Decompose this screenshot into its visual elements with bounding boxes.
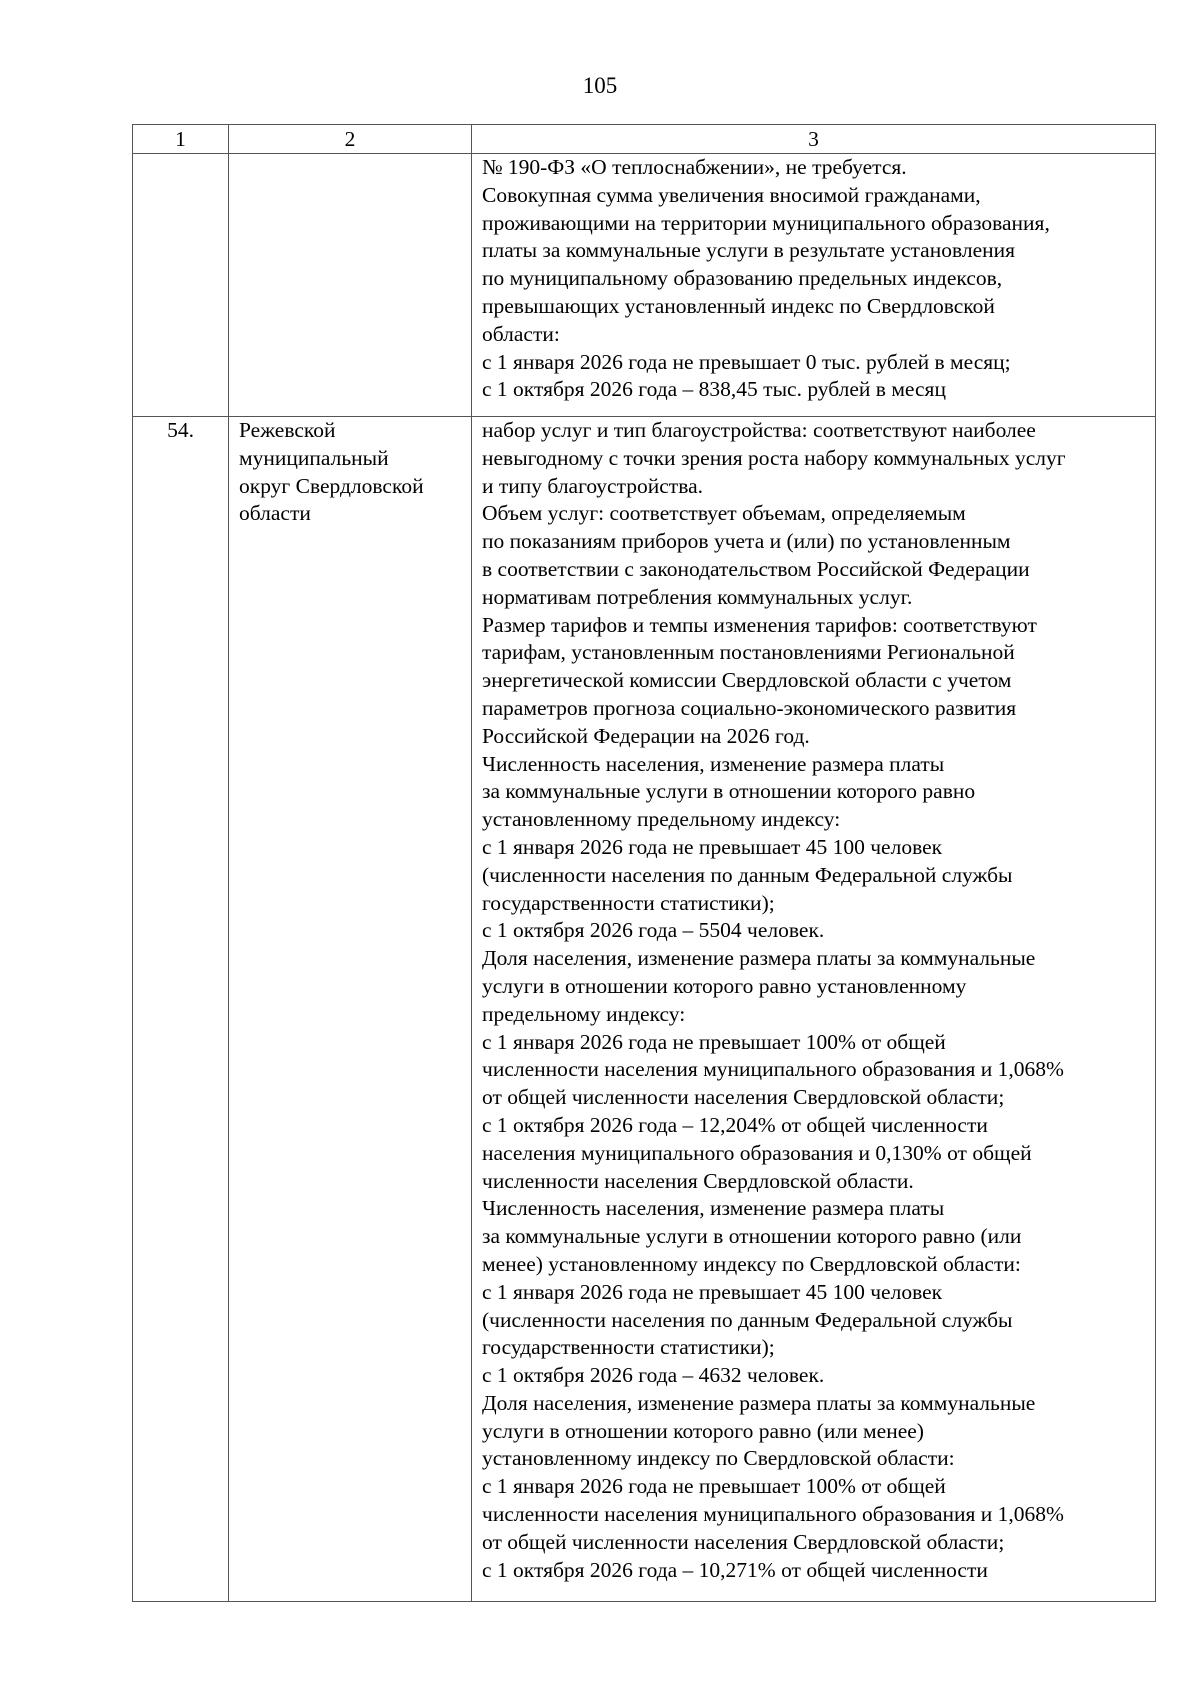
text-line: государственности статистики); xyxy=(482,1335,775,1360)
column-header-2: 2 xyxy=(229,125,472,154)
text-line: Размер тарифов и темпы изменения тарифов: соответствуют xyxy=(482,612,1037,637)
text-line: невыгодному с точки зрения роста набору коммунальных услуг xyxy=(482,445,1066,470)
text-line: государственности статистики); xyxy=(482,890,775,915)
text-line: от общей численности населения Свердловской области; xyxy=(482,1529,1005,1554)
text-line: Совокупная сумма увеличения вносимой гражданами, xyxy=(482,182,981,207)
text-line: с 1 октября 2026 года – 838,45 тыс. рублей в месяц xyxy=(482,377,946,402)
column-header-1: 1 xyxy=(133,125,229,154)
text-line: (численности населения по данным Федеральной службы xyxy=(482,1307,1013,1332)
document-table xyxy=(132,124,1156,1602)
table-row xyxy=(133,154,1156,417)
text-line: предельному индексу: xyxy=(482,1001,686,1026)
text-line: с 1 января 2026 года не превышает 0 тыс. рублей в месяц; xyxy=(482,349,1011,374)
text-line: платы за коммунальные услуги в результате установления xyxy=(482,238,1016,263)
text-line: по показаниям приборов учета и (или) по установленным xyxy=(482,529,1011,554)
text-line: численности населения муниципального образования и 1,068% xyxy=(482,1057,1064,1082)
text-line: нормативам потребления коммунальных услуг. xyxy=(482,584,913,609)
text-line: по муниципальному образованию предельных индексов, xyxy=(482,266,1003,291)
text-line: с 1 октября 2026 года – 12,204% от общей численности xyxy=(482,1112,988,1137)
row-number-cell xyxy=(133,154,229,417)
text-line: области xyxy=(239,501,311,526)
text-line: параметров прогноза социально-экономического развития xyxy=(482,695,1017,720)
text-line: энергетической комиссии Свердловской области с учетом xyxy=(482,668,1012,693)
text-line: численности населения Свердловской области. xyxy=(482,1168,914,1193)
text-line: с 1 октября 2026 года – 4632 человек. xyxy=(482,1363,825,1388)
text-line: (численности населения по данным Федеральной службы xyxy=(482,862,1013,887)
municipality-name-cell xyxy=(229,154,472,417)
text-line: установленному предельному индексу: xyxy=(482,807,841,832)
text-line: Доля населения, изменение размера платы за коммунальные xyxy=(482,1390,1036,1415)
text-line: с 1 января 2026 года не превышает 45 100 человек xyxy=(482,834,943,859)
text-line: № 190-ФЗ «О теплоснабжении», не требуется. xyxy=(482,155,907,179)
table-header-row xyxy=(133,125,1156,154)
text-line: с 1 октября 2026 года – 5504 человек. xyxy=(482,918,825,943)
text-line: с 1 января 2026 года не превышает 100% от общей xyxy=(482,1029,946,1054)
text-line: услуги в отношении которого равно (или менее) xyxy=(482,1418,924,1443)
text-line: Численность населения, изменение размера платы xyxy=(482,1196,945,1221)
text-line: с 1 октября 2026 года – 10,271% от общей численности xyxy=(482,1557,988,1582)
column-header-3: 3 xyxy=(472,125,1156,154)
text-line: за коммунальные услуги в отношении которого равно (или xyxy=(482,1224,1022,1249)
row-number-cell: 54. xyxy=(133,417,229,1602)
text-line: Российской Федерации на 2026 год. xyxy=(482,723,810,748)
text-line: населения муниципального образования и 0,130% от общей xyxy=(482,1140,1032,1165)
text-line: в соответствии с законодательством Российской Федерации xyxy=(482,556,1030,581)
text-line: менее) установленному индексу по Свердловской области: xyxy=(482,1251,1021,1276)
text-line: от общей численности населения Свердловской области; xyxy=(482,1085,1005,1110)
text-line: проживающими на территории муниципального образования, xyxy=(482,210,1050,235)
text-line: услуги в отношении которого равно установленному xyxy=(482,973,967,998)
text-line: с 1 января 2026 года не превышает 100% от общей xyxy=(482,1474,946,1499)
text-line: и типу благоустройства. xyxy=(482,473,703,498)
page-number: 105 xyxy=(582,73,618,98)
text-line: превышающих установленный индекс по Свердловской xyxy=(482,293,995,318)
table-row xyxy=(133,417,1156,1602)
text-line: набор услуг и тип благоустройства: соответствуют наиболее xyxy=(482,418,1036,442)
text-line: муниципальный xyxy=(239,445,389,470)
text-line: Численность населения, изменение размера платы xyxy=(482,751,945,776)
text-line: тарифам, установленным постановлениями Региональной xyxy=(482,640,1015,665)
text-line: Режевской xyxy=(239,418,336,442)
text-line: Объем услуг: соответствует объемам, определяемым xyxy=(482,501,966,526)
text-line: установленному индексу по Свердловской области: xyxy=(482,1446,955,1471)
text-line: Доля населения, изменение размера платы за коммунальные xyxy=(482,946,1036,971)
text-line: области: xyxy=(482,321,560,346)
description-cell xyxy=(472,417,1156,1602)
text-line: округ Свердловской xyxy=(239,473,424,498)
text-line: численности населения муниципального образования и 1,068% xyxy=(482,1502,1064,1527)
municipality-name-cell xyxy=(229,417,472,1602)
text-line: с 1 января 2026 года не превышает 45 100 человек xyxy=(482,1279,943,1304)
description-cell xyxy=(472,154,1156,417)
text-line: за коммунальные услуги в отношении которого равно xyxy=(482,779,976,804)
